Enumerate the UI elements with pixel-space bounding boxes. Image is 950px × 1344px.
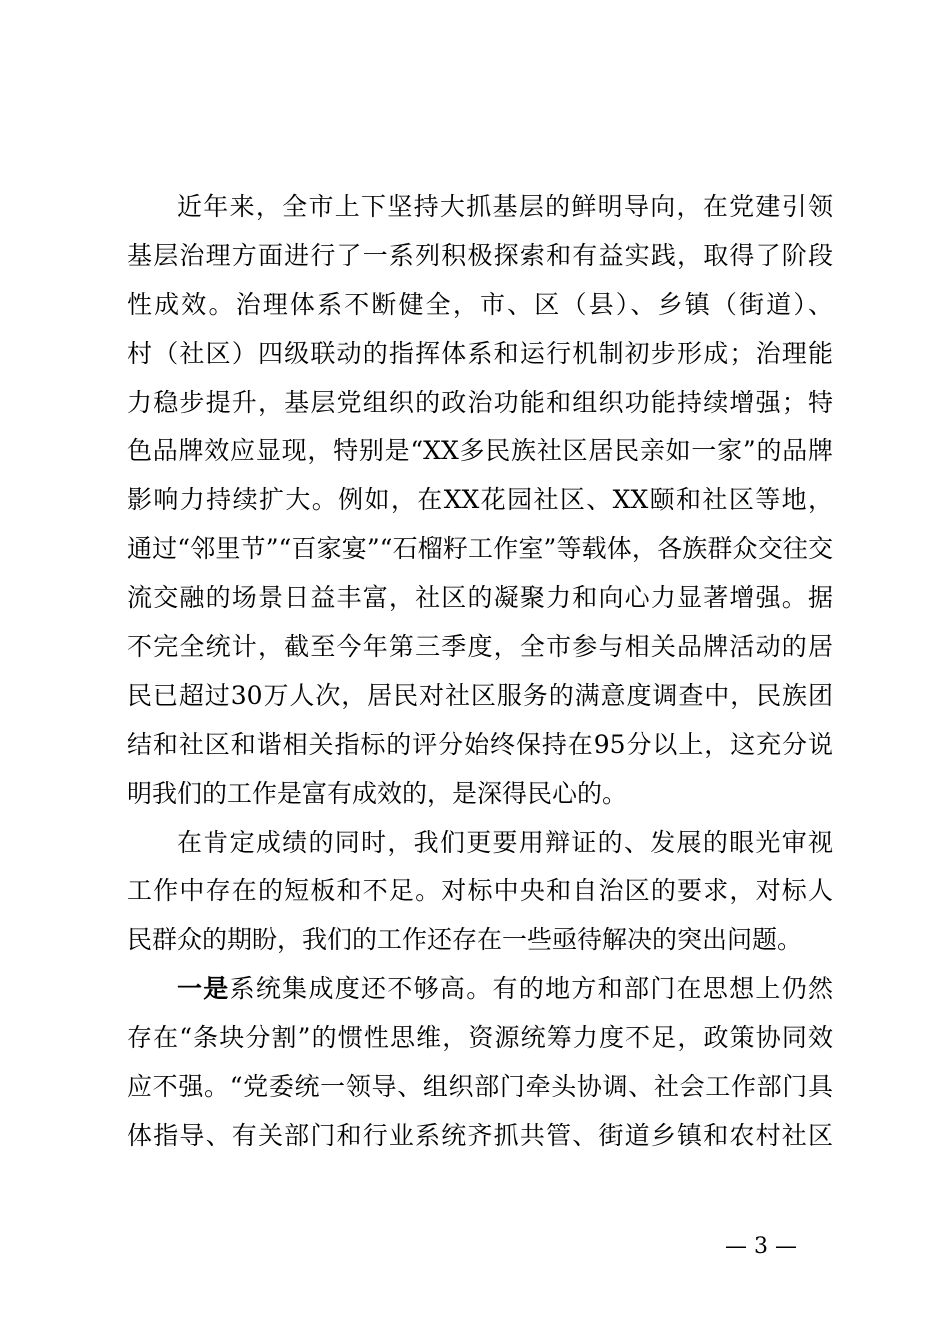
point-one-text: 系统集成度还不够高。有的地方和部门在思想上仍然: [229, 974, 833, 1004]
text-line: 力稳步提升，基层党组织的政治功能和组织功能持续增强；特: [127, 387, 833, 417]
text-line: 民群众的期盼，我们的工作还存在一些亟待解决的突出问题。: [127, 925, 803, 955]
text-line: 通过“邻里节”“百家宴”“石榴籽工作室”等载体，各族群众交往交: [127, 534, 833, 564]
text-line: 近年来，全市上下坚持大抓基层的鲜明导向，在党建引领: [177, 192, 833, 221]
page-number: — 3 —: [725, 1234, 797, 1259]
text-line-point-one: [127, 965, 833, 1014]
text-line: 色品牌效应显现，特别是“XX多民族社区居民亲如一家”的品牌: [127, 436, 833, 466]
text-line: 民已超过30万人次，居民对社区服务的满意度调查中，民族团: [127, 680, 833, 710]
text-line: 体指导、有关部门和行业系统齐抓共管、街道乡镇和农村社区: [127, 1120, 833, 1150]
text-line: 在肯定成绩的同时，我们更要用辩证的、发展的眼光审视: [177, 827, 833, 857]
text-line: 流交融的场景日益丰富，社区的凝聚力和向心力显著增强。据: [127, 583, 833, 613]
text-line: 村（社区）四级联动的指挥体系和运行机制初步形成；治理能: [127, 338, 833, 368]
text-line: 工作中存在的短板和不足。对标中央和自治区的要求，对标人: [127, 876, 833, 906]
text-line: 应不强。“党委统一领导、组织部门牵头协调、社会工作部门具: [127, 1072, 833, 1102]
body-text: [127, 183, 833, 1161]
text-line: 基层治理方面进行了一系列积极探索和有益实践，取得了阶段: [127, 240, 833, 270]
text-line: 影响力持续扩大。例如，在XX花园社区、XX颐和社区等地，: [127, 485, 833, 515]
text-line: 明我们的工作是富有成效的，是深得民心的。: [127, 778, 628, 808]
text-line: 性成效。治理体系不断健全，市、区（县）、乡镇（街道）、: [127, 289, 833, 319]
text-line: 不完全统计，截至今年第三季度，全市参与相关品牌活动的居: [127, 632, 833, 662]
point-one-label: 一是: [177, 974, 230, 1004]
text-line: 存在“条块分割”的惯性思维，资源统筹力度不足，政策协同效: [127, 1023, 833, 1053]
text-line: 结和社区和谐相关指标的评分始终保持在95分以上，这充分说: [127, 729, 833, 759]
